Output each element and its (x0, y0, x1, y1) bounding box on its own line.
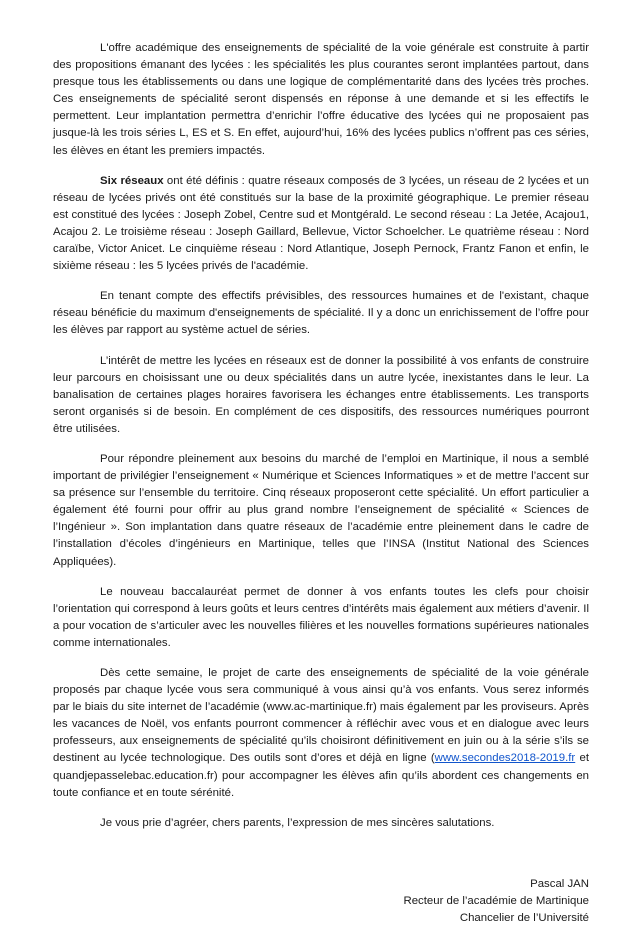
paragraph-baccalaureat: Le nouveau baccalauréat permet de donner à vos enfants toutes les clefs pour choisir l’orientation qui correspond à leurs goûts et leurs centres d’intérêts mais également aux métiers d’avenir. Il a pour vocation de s’articuler avec les nouvelles filières et les nouvelles formations supérieures nationales comme internationales. (53, 585, 589, 649)
paragraph-employment: Pour répondre pleinement aux besoins du marché de l’emploi en Martinique, il nous a semblé important de privilégier l’enseignement « Numérique et Sciences Informatiques » et de mettre l’accent sur sa présence sur l’ensemble du territoire. Cinq réseaux proposeront cette spécialité. Un effort particulier a également été fourni pour offrir au plus grand nombre l’enseignement de spécialité « Sciences de l’Ingénieur ». Son implantation dans quatre réseaux de l’académie entre pleinement dans le cadre de l’installation d’écoles d’ingénieurs en Martinique, telles que l’INSA (Institut National des Sciences Appliquées). (53, 452, 589, 568)
closing-salutation: Je vous prie d’agréer, chers parents, l’expression de mes sincères salutations. (100, 816, 495, 829)
paragraph-schedule (53, 665, 589, 802)
signature-block (53, 876, 589, 927)
secondes-link[interactable]: www.secondes2018-2019.fr (434, 752, 576, 765)
schedule-text-before: Dès cette semaine, le projet de carte des enseignements de spécialité de la voie générale proposés par chaque lycée vous sera communiqué à vous ainsi qu’à vos enfants. Vous serez informés par le biais du site internet de l’académie (www.ac-martinique.fr) mais également par les proviseurs. Après les vacances de Noël, vos enfants pourront commencer à réfléchir avec vous et en dialogue avec leurs professeurs, aux enseignements de spécialité qu’ils choisiront définitivement en juin ou à la série s’ils se destinent au lycée technologique. Des outils sont d’ores et déjà en ligne ( (53, 667, 589, 765)
networks-text: ont été définis : quatre réseaux composés de 3 lycées, un réseau de 2 lycées et un réseau de lycées privés ont été constitués sur la base de la proximité géographique. Le premier réseau est constitué des lycées : Joseph Zobel, Centre sud et Montgérald. Le second réseau : La Jetée, Acajou1, Acajou 2. Le troisième réseau : Joseph Gaillard, Bellevue, Victor Schoelcher. Le quatrième réseau : Nord caraïbe, Victor Anicet. Le cinquième réseau : Nord Atlantique, Joseph Pernock, Frantz Fanon et enfin, le sixième réseau : les 5 lycées privés de l'académie. (53, 174, 589, 273)
schedule-text-after: et quandjepasselebac.education.fr) pour accompagner les élèves afin qu’ils abordent ces changements en toute confiance et en toute sérénité. (53, 752, 589, 799)
paragraph-offer: L'offre académique des enseignements de spécialité de la voie générale est construite à partir des propositions émanant des lycées : les spécialités les plus courantes seront implantées partout, dans presque tous les établissements ou dans une logique de complémentarité dans des lycées très proches. Ces enseignements de spécialité seront dispensés en réponse à une demande et si les effectifs le permettent. Leur implantation permettra d’enrichir l’offre éducative des lycées qui ne proposaient pas jusque-là les trois séries L, ES et S. En effet, aujourd’hui, 16% des lycées publics n’offrent pas ces séries, les élèves en étant les premiers impactés. (53, 42, 589, 157)
letter-body (53, 40, 589, 927)
paragraph-networks (53, 173, 589, 276)
signatory-name: Pascal JAN (530, 877, 589, 890)
paragraph-network-interest: L’intérêt de mettre les lycées en réseaux est de donner la possibilité à vos enfants de construire leur parcours en choisissant une ou deux spécialités dans un autre lycée, inexistantes dans le leur. La banalisation de certaines plages horaires favorisera les échanges entre établissements. Les transports seront organisés si de besoin. En complément de ces dispositifs, des ressources numériques pourront être utilisées. (53, 354, 589, 435)
signatory-subtitle: Chancelier de l’Université (459, 912, 589, 925)
paragraph-resources: En tenant compte des effectifs prévisibles, des ressources humaines et de l'existant, chaque réseau bénéficie du maximum d'enseignements de spécialité. Il y a donc un enrichissement de l’offre pour les élèves par rapport au système actuel de séries. (53, 290, 589, 337)
networks-heading: Six réseaux (100, 174, 164, 187)
signatory-title: Recteur de l’académie de Martinique (403, 894, 589, 907)
